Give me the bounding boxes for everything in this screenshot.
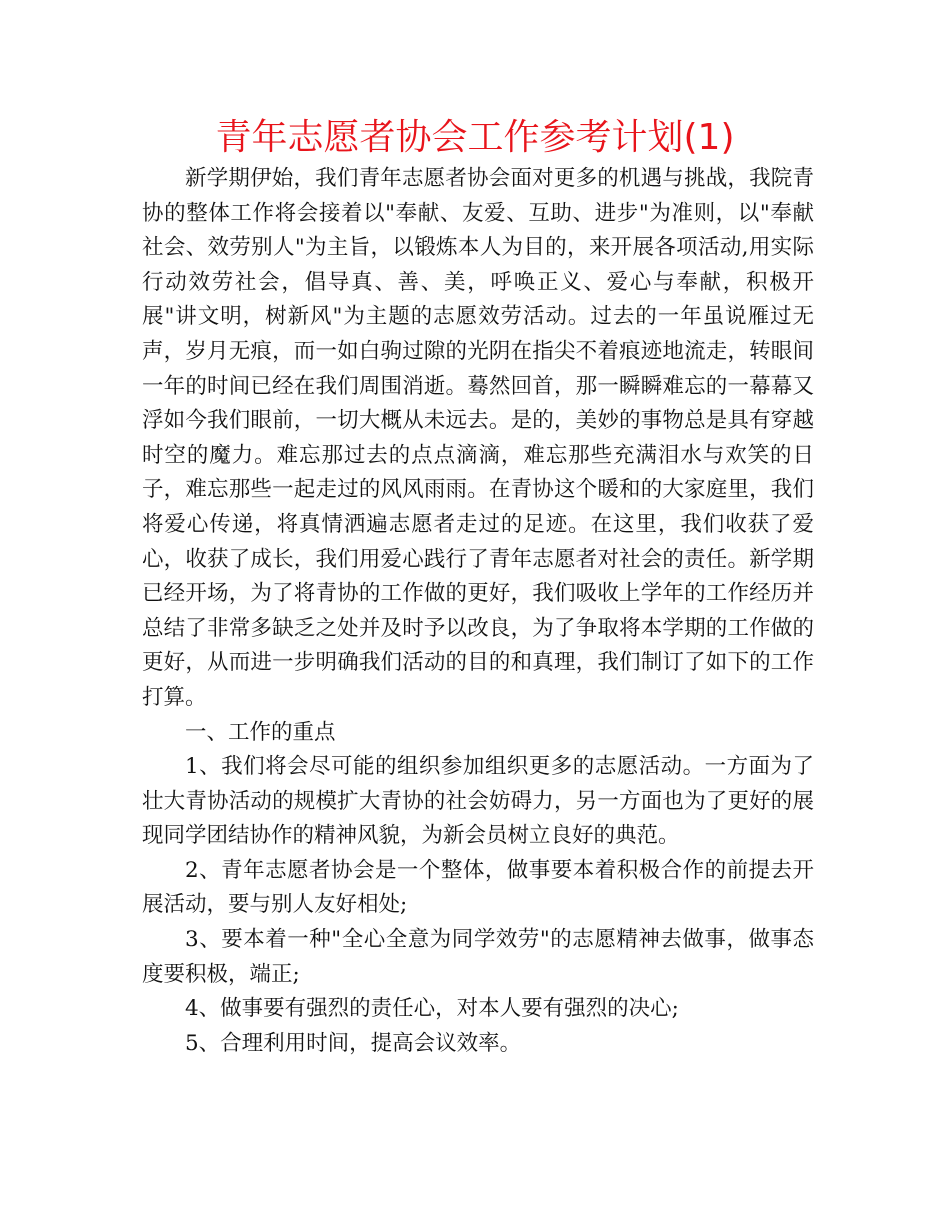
document-body [142, 162, 814, 1061]
list-item-3: 3、要本着一种"全心全意为同学效劳"的志愿精神去做事，做事态度要积极，端正; [142, 927, 814, 987]
list-item-2: 2、青年志愿者协会是一个整体，做事要本着积极合作的前提去开展活动，要与别人友好相处; [142, 857, 814, 918]
paragraph-intro: 新学期伊始，我们青年志愿者协会面对更多的机遇与挑战，我院青协的整体工作将会接着以"奉献、友爱、互助、进步"为准则，以"奉献社会、效劳别人"为主旨，以锻炼本人为目的，来开展各项活动,用实际行动效劳社会，倡导真、善、美，呼唤正义、爱心与奉献，积极开展"讲文明，树新风"为主题的志愿效劳活动。过去的一年虽说雁过无声，岁月无痕，而一如白驹过隙的光阴在指尖不着痕迹地流走，转眼间一年的时间已经在我们周围消逝。蓦然回首，那一瞬瞬难忘的一幕幕又浮如今我们眼前，一切大概从未远去。是的，美妙的事物总是具有穿越时空的魔力。难忘那过去的点点滴滴，难忘那些充满泪水与欢笑的日子，难忘那些一起走过的风风雨雨。在青协这个暖和的大家庭里，我们将爱心传递，将真情洒遍志愿者走过的足迹。在这里，我们收获了爱心，收获了成长，我们用爱心践行了青年志愿者对社会的责任。新学期已经开场，为了将青协的工作做的更好，我们吸收上学年的工作经历并总结了非常多缺乏之处并及时予以改良，为了争取将本学期的工作做的更好，从而进一步明确我们活动的目的和真理，我们制订了如下的工作打算。 [142, 166, 814, 710]
list-item-1: 1、我们将会尽可能的组织参加组织更多的志愿活动。一方面为了壮大青协活动的规模扩大青协的社会妨碍力，另一方面也为了更好的展现同学团结协作的精神风貌，为新会员树立良好的典范。 [142, 754, 814, 849]
list-item-5: 5、合理利用时间，提高会议效率。 [185, 1030, 522, 1056]
document-title: 青年志愿者协会工作参考计划(1) [215, 117, 735, 158]
section-heading-work-focus: 一、工作的重点 [185, 719, 336, 745]
list-item-4: 4、做事要有强烈的责任心，对本人要有强烈的决心; [185, 996, 679, 1022]
